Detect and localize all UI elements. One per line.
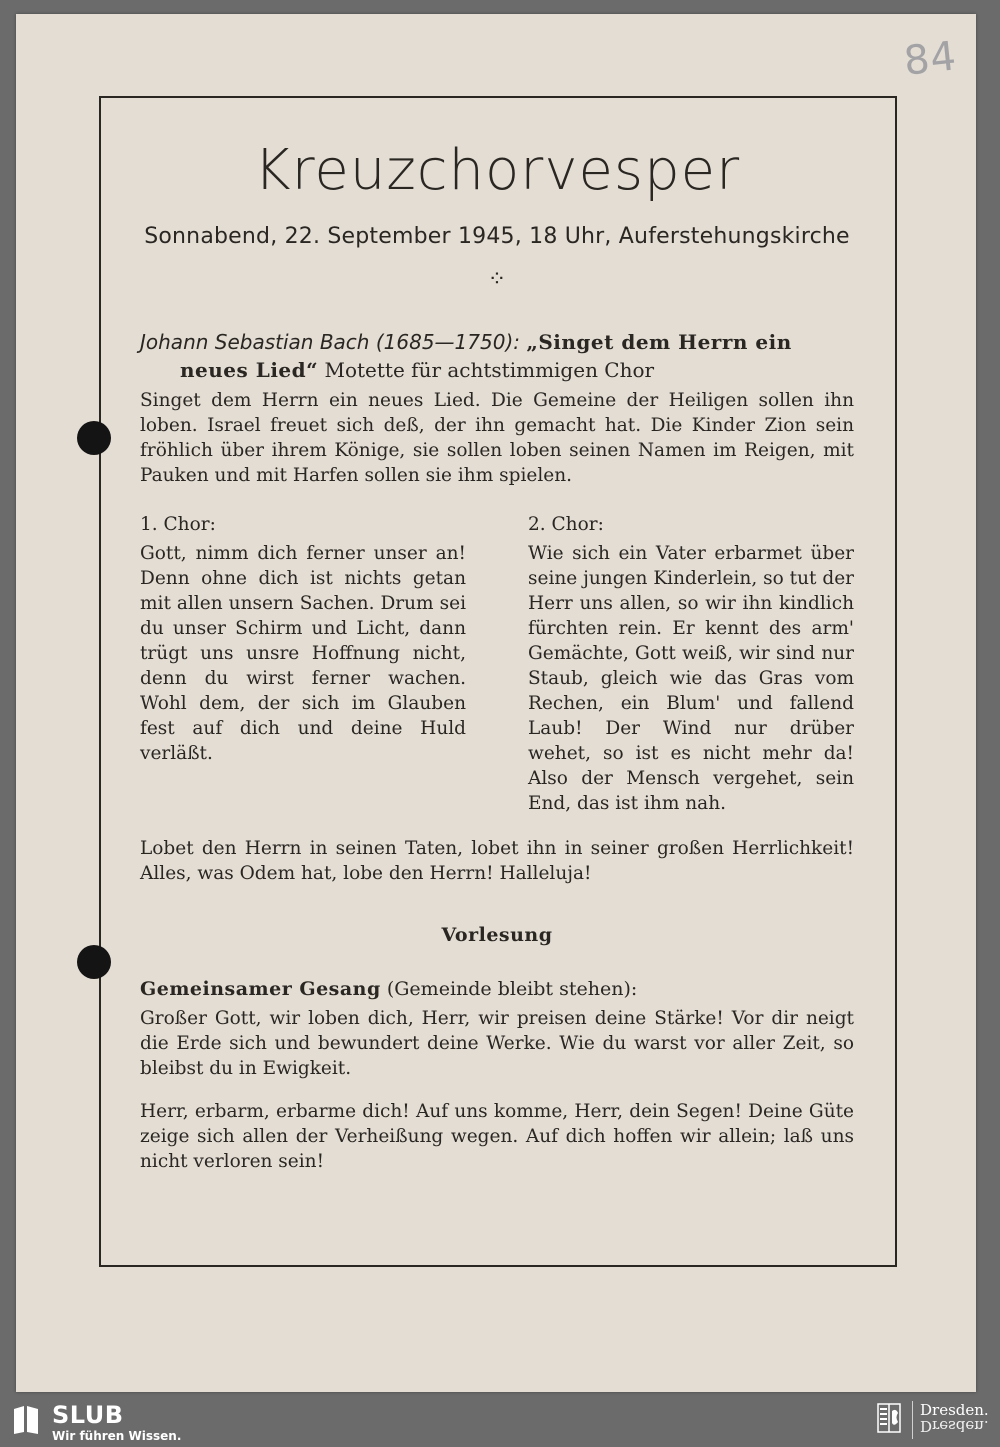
library-tagline: Wir führen Wissen.: [52, 1429, 182, 1443]
city-name-reflection: Dresden.: [920, 1417, 989, 1435]
work-title: „Singet dem Herrn ein neues Lied“: [180, 329, 792, 382]
choir-2-column: [528, 512, 854, 816]
footer-separator: [912, 1401, 913, 1439]
punch-hole-top: [77, 421, 111, 455]
event-details: Sonnabend, 22. September 1945, 18 Uhr, Auferstehungskirche: [144, 223, 850, 249]
city-crest-icon: [877, 1403, 901, 1433]
hymn-heading: [140, 976, 854, 1002]
motet-intro-text: Singet dem Herrn ein neues Lied. Die Gemeine der Heiligen sollen ihn loben. Israel freuet sich deß, der ihn gemacht hat. Die Kinder Zion sein fröhlich über ihrem Könige, sie sollen loben seinen Namen im Reigen, mit Pauken und mit Harfen sollen sie ihm spielen.: [140, 389, 854, 486]
punch-hole-bottom: [77, 945, 111, 979]
choir-columns: [140, 512, 854, 816]
archive-page-number: 84: [901, 33, 960, 85]
city-logo-text: [920, 1403, 989, 1433]
work-heading: [140, 328, 854, 384]
reading-heading: Vorlesung: [441, 923, 553, 946]
choir-2-text: Wie sich ein Vater erbarmet über seine jungen Kinderlein, so tut der Herr uns allen, so wir ihn kindlich fürchten rein. Er kennt des arm' Gemächte, Gott weiß, wir sind nur Staub, gleich wie das Gras vom Rechen, ein Blum' und fallend Laub! Der Wind nur drüber wehet, so ist es nicht mehr da! Also der Mensch vergehet, sein End, das ist ihm nah.: [528, 542, 854, 814]
page-title: Kreuzchorvesper: [253, 138, 741, 203]
hymn-verse-2: Herr, erbarm, erbarme dich! Auf uns komme, Herr, dein Segen! Deine Güte zeige sich allen der Verheißung wegen. Auf dich hoffen wir allein; laß uns nicht verloren sein!: [140, 1100, 854, 1172]
city-name: Dresden.: [920, 1401, 989, 1419]
hymn-title: Gemeinsamer Gesang: [140, 977, 381, 1000]
library-name: SLUB: [52, 1401, 124, 1429]
choir-1-column: [140, 512, 466, 816]
hymn-note: (Gemeinde bleibt stehen):: [386, 977, 638, 1000]
program-content: [140, 140, 854, 1174]
footer-bar: [0, 1397, 1000, 1447]
choir-1-text: Gott, nimm dich ferner unser an! Denn ohne dich ist nichts getan mit allen unsern Sachen. Drum sei du unser Schirm und Licht, dann trügt uns unsre Hoffnung nicht, denn du wirst ferner wachen. Wohl dem, der sich im Glauben fest auf dich und deine Huld verläßt.: [140, 542, 466, 764]
choir-2-label: 2. Chor:: [528, 513, 604, 535]
hymn-verse-1: Großer Gott, wir loben dich, Herr, wir preisen deine Stärke! Vor dir neigt die Erde sich und bewundert deine Werke. Wie du warst vor aller Zeit, so bleibst du in Ewigkeit.: [140, 1007, 854, 1079]
choir-1-label: 1. Chor:: [140, 513, 216, 535]
motet-closing-text: Lobet den Herrn in seinen Taten, lobet ihn in seiner großen Herrlichkeit! Alles, was Odem hat, lobe den Herrn! Halleluja!: [140, 837, 854, 884]
composer-name: Johann Sebastian Bach (1685—1750):: [140, 329, 520, 354]
book-logo-icon: [12, 1405, 40, 1435]
work-subtitle: Motette für achtstimmigen Chor: [324, 357, 655, 382]
ornament-divider: ⁘: [487, 266, 507, 292]
